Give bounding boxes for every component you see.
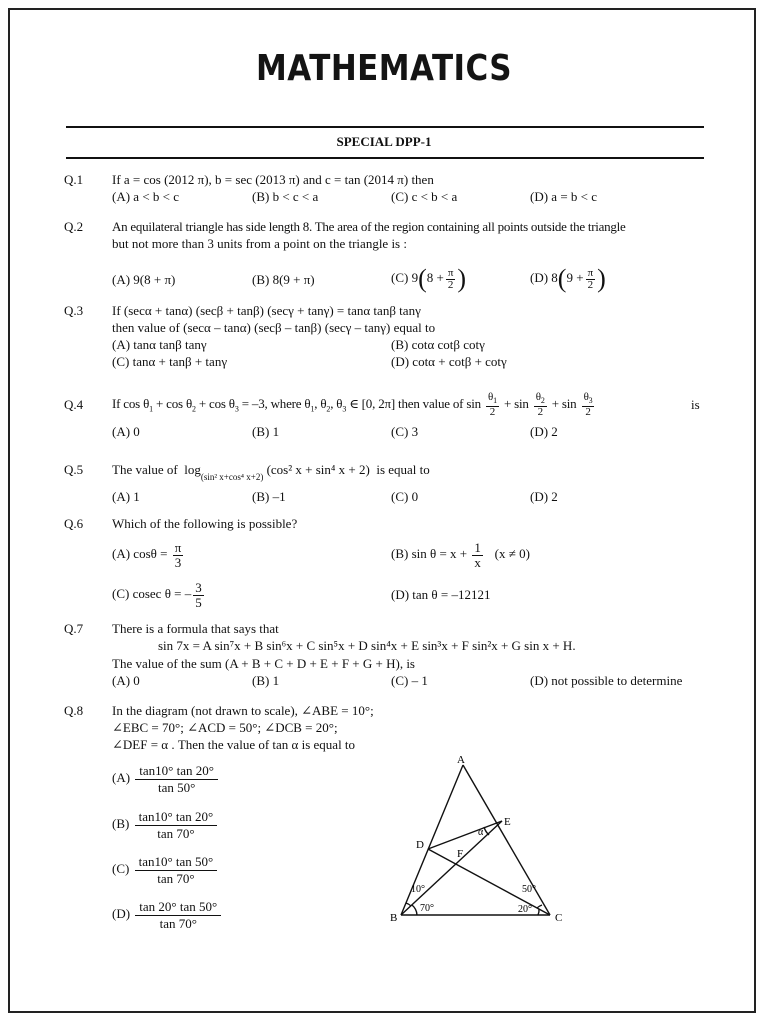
label-d: D — [416, 839, 424, 851]
question-stem: Which of the following is possible? — [112, 516, 298, 531]
option-c: (C) tanα + tanβ + tanγ — [112, 354, 228, 369]
option-expression: 8 + — [426, 270, 444, 285]
question-stem: If a = cos (2012 π), b = sec (2013 π) and c = tan (2014 π) then — [112, 172, 434, 187]
option-label: (D) 8 — [530, 270, 558, 285]
option-c: (C) cosec θ = – $\frac{3}{5}$ — [112, 579, 202, 610]
label-b: B — [390, 912, 398, 924]
label-angle-50: 50° — [522, 884, 536, 895]
option-d: (D) tan θ = –12121 — [391, 587, 491, 602]
question-stem-line: There is a formula that says that — [112, 621, 279, 636]
option-b: (B) 1 — [252, 673, 280, 688]
label-f: F — [457, 848, 464, 860]
question-stem-line: In the diagram (not drawn to scale), ∠ABE = 10°; — [112, 703, 374, 718]
page-subtitle: SPECIAL DPP-1 — [336, 134, 432, 149]
option-d: (D) 8(9 + $\frac{\pi}{2}$ ) — [530, 264, 606, 294]
option-b: (B) b < c < a — [252, 189, 319, 204]
option-d: (D) 2 — [530, 424, 558, 439]
option-b: (B) cotα cotβ cotγ — [391, 337, 485, 352]
question-number: Q.4 — [64, 397, 84, 412]
label-angle-10: 10° — [411, 884, 425, 895]
question-stem-line: An equilateral triangle has side length 8. The area of the region containing all points outside the triangle — [112, 219, 626, 234]
question-stem-line: If (secα + tanα) (secβ + tanβ) (secγ + tanγ) = tanα tanβ tanγ — [112, 303, 421, 318]
question-stem-line: ∠EBC = 70°; ∠ACD = 50°; ∠DCB = 20°; — [112, 720, 338, 735]
angle-arc — [406, 903, 411, 906]
question-stem-line: ∠DEF = α . Then the value of tan α is equal to — [112, 737, 356, 752]
question-number: Q.1 — [64, 172, 84, 187]
angle-arc — [537, 905, 542, 908]
segment-de — [428, 821, 502, 849]
angle-arc — [484, 827, 489, 835]
question-stem-line: The value of the sum (A + B + C + D + E + F + G + H), is — [112, 656, 415, 671]
label-alpha: α — [478, 827, 484, 838]
option-a: (A) cosθ = $\frac{\pi}{3}$ — [112, 539, 182, 570]
angle-arc — [412, 905, 417, 915]
option-b: (B) sin θ = x + $\frac{1}{x}$ (x ≠ 0) — [391, 539, 530, 570]
option-expression: 9 + — [566, 270, 584, 285]
option-d: (D) $\frac{\tan 20^\circ \tan 50^\circ}{\tan 70^\circ}$ — [112, 896, 223, 932]
option-b: (B) 1 — [252, 424, 280, 439]
option-a: (A) a < b < c — [112, 189, 179, 204]
option-label: (C) 9 — [391, 270, 419, 285]
option-c: (C) – 1 — [391, 673, 428, 688]
question-stem: If $\cos \theta_1 + \cos \theta_2 + \cos \theta_3 = -3$, where $\theta_1$, $\theta_2$, $\theta_3$ ∈ [0, 2π] then value of sin $\frac{\theta_1}{2}$ + sin $\frac{\theta_2}{2}$ + sin $\frac{\theta_3}{2}$ — [112, 390, 593, 419]
fraction-denominator: 2 — [447, 278, 454, 291]
option-a: (A) 9(8 + π) — [112, 272, 176, 287]
label-e: E — [504, 816, 511, 828]
fraction: $\frac{\theta_1}{2}$ — [488, 390, 497, 419]
label-a: A — [457, 754, 465, 766]
triangle-diagram — [380, 745, 600, 935]
subtitle-rule — [66, 157, 704, 159]
option-a: (A) tanα tanβ tanγ — [112, 337, 207, 352]
question-number: Q.2 — [64, 219, 84, 234]
option-b: (B) 8(9 + π) — [252, 272, 315, 287]
option-c: (C) $\frac{\tan 10^\circ \tan 50^\circ}{\tan 70^\circ}$ — [112, 851, 219, 887]
label-c: C — [555, 912, 563, 924]
option-a: (A) $\frac{\tan 10^\circ \tan 20^\circ}{\tan 50^\circ}$ — [112, 760, 220, 796]
label-angle-70: 70° — [420, 903, 434, 914]
question-stem-line: then value of (secα – tanα) (secβ – tanβ) (secγ – tanγ) equal to — [112, 320, 436, 335]
question-number: Q.7 — [64, 621, 84, 636]
question-number: Q.5 — [64, 462, 84, 477]
question-number: Q.3 — [64, 303, 84, 318]
segment-be — [401, 821, 502, 915]
option-c: (C) 0 — [391, 489, 419, 504]
fraction-denominator: 2 — [587, 278, 594, 291]
option-a: (A) 1 — [112, 489, 140, 504]
question-number: Q.8 — [64, 703, 84, 718]
option-d: (D) a = b < c — [530, 189, 597, 204]
side-ac — [463, 765, 550, 915]
label-angle-20: 20° — [518, 904, 532, 915]
option-a: (A) 0 — [112, 424, 140, 439]
option-d: (D) not possible to determine — [530, 673, 683, 688]
option-d: (D) 2 — [530, 489, 558, 504]
fraction-numerator: π — [587, 266, 594, 279]
title-rule — [66, 126, 704, 128]
fraction: $\frac{\theta_2}{2}$ — [535, 390, 545, 419]
angle-arc — [538, 909, 539, 915]
fraction-numerator: π — [447, 266, 454, 279]
option-a: (A) 0 — [112, 673, 140, 688]
fraction: $\frac{\theta_3}{2}$ — [583, 390, 593, 419]
question-stem-end: is — [691, 397, 700, 412]
option-c: (C) c < b < a — [391, 189, 458, 204]
question-stem-line: but not more than 3 units from a point on the triangle is : — [112, 236, 407, 251]
page-title: MATHEMATICS — [256, 48, 512, 89]
question-stem: The value of $\log_{(sin^2 x+cos^4 x+2)} (\cos^2$ x + sin⁴ x + 2) is equal to — [112, 462, 430, 482]
option-c: (C) 3 — [391, 424, 419, 439]
option-b: (B) –1 — [252, 489, 286, 504]
option-b: (B) $\frac{\tan 10^\circ \tan 20^\circ}{\tan 70^\circ}$ — [112, 806, 219, 842]
option-c: (C) 9(8 + $\frac{\pi}{2}$ ) — [391, 264, 467, 294]
formula-line: sin 7x = A sin⁷x + B sin⁶x + C sin⁵x + D sin⁴x + E sin³x + F sin²x + G sin x + H. — [158, 638, 576, 653]
option-d: (D) cotα + cotβ + cotγ — [391, 354, 507, 369]
question-number: Q.6 — [64, 516, 84, 531]
